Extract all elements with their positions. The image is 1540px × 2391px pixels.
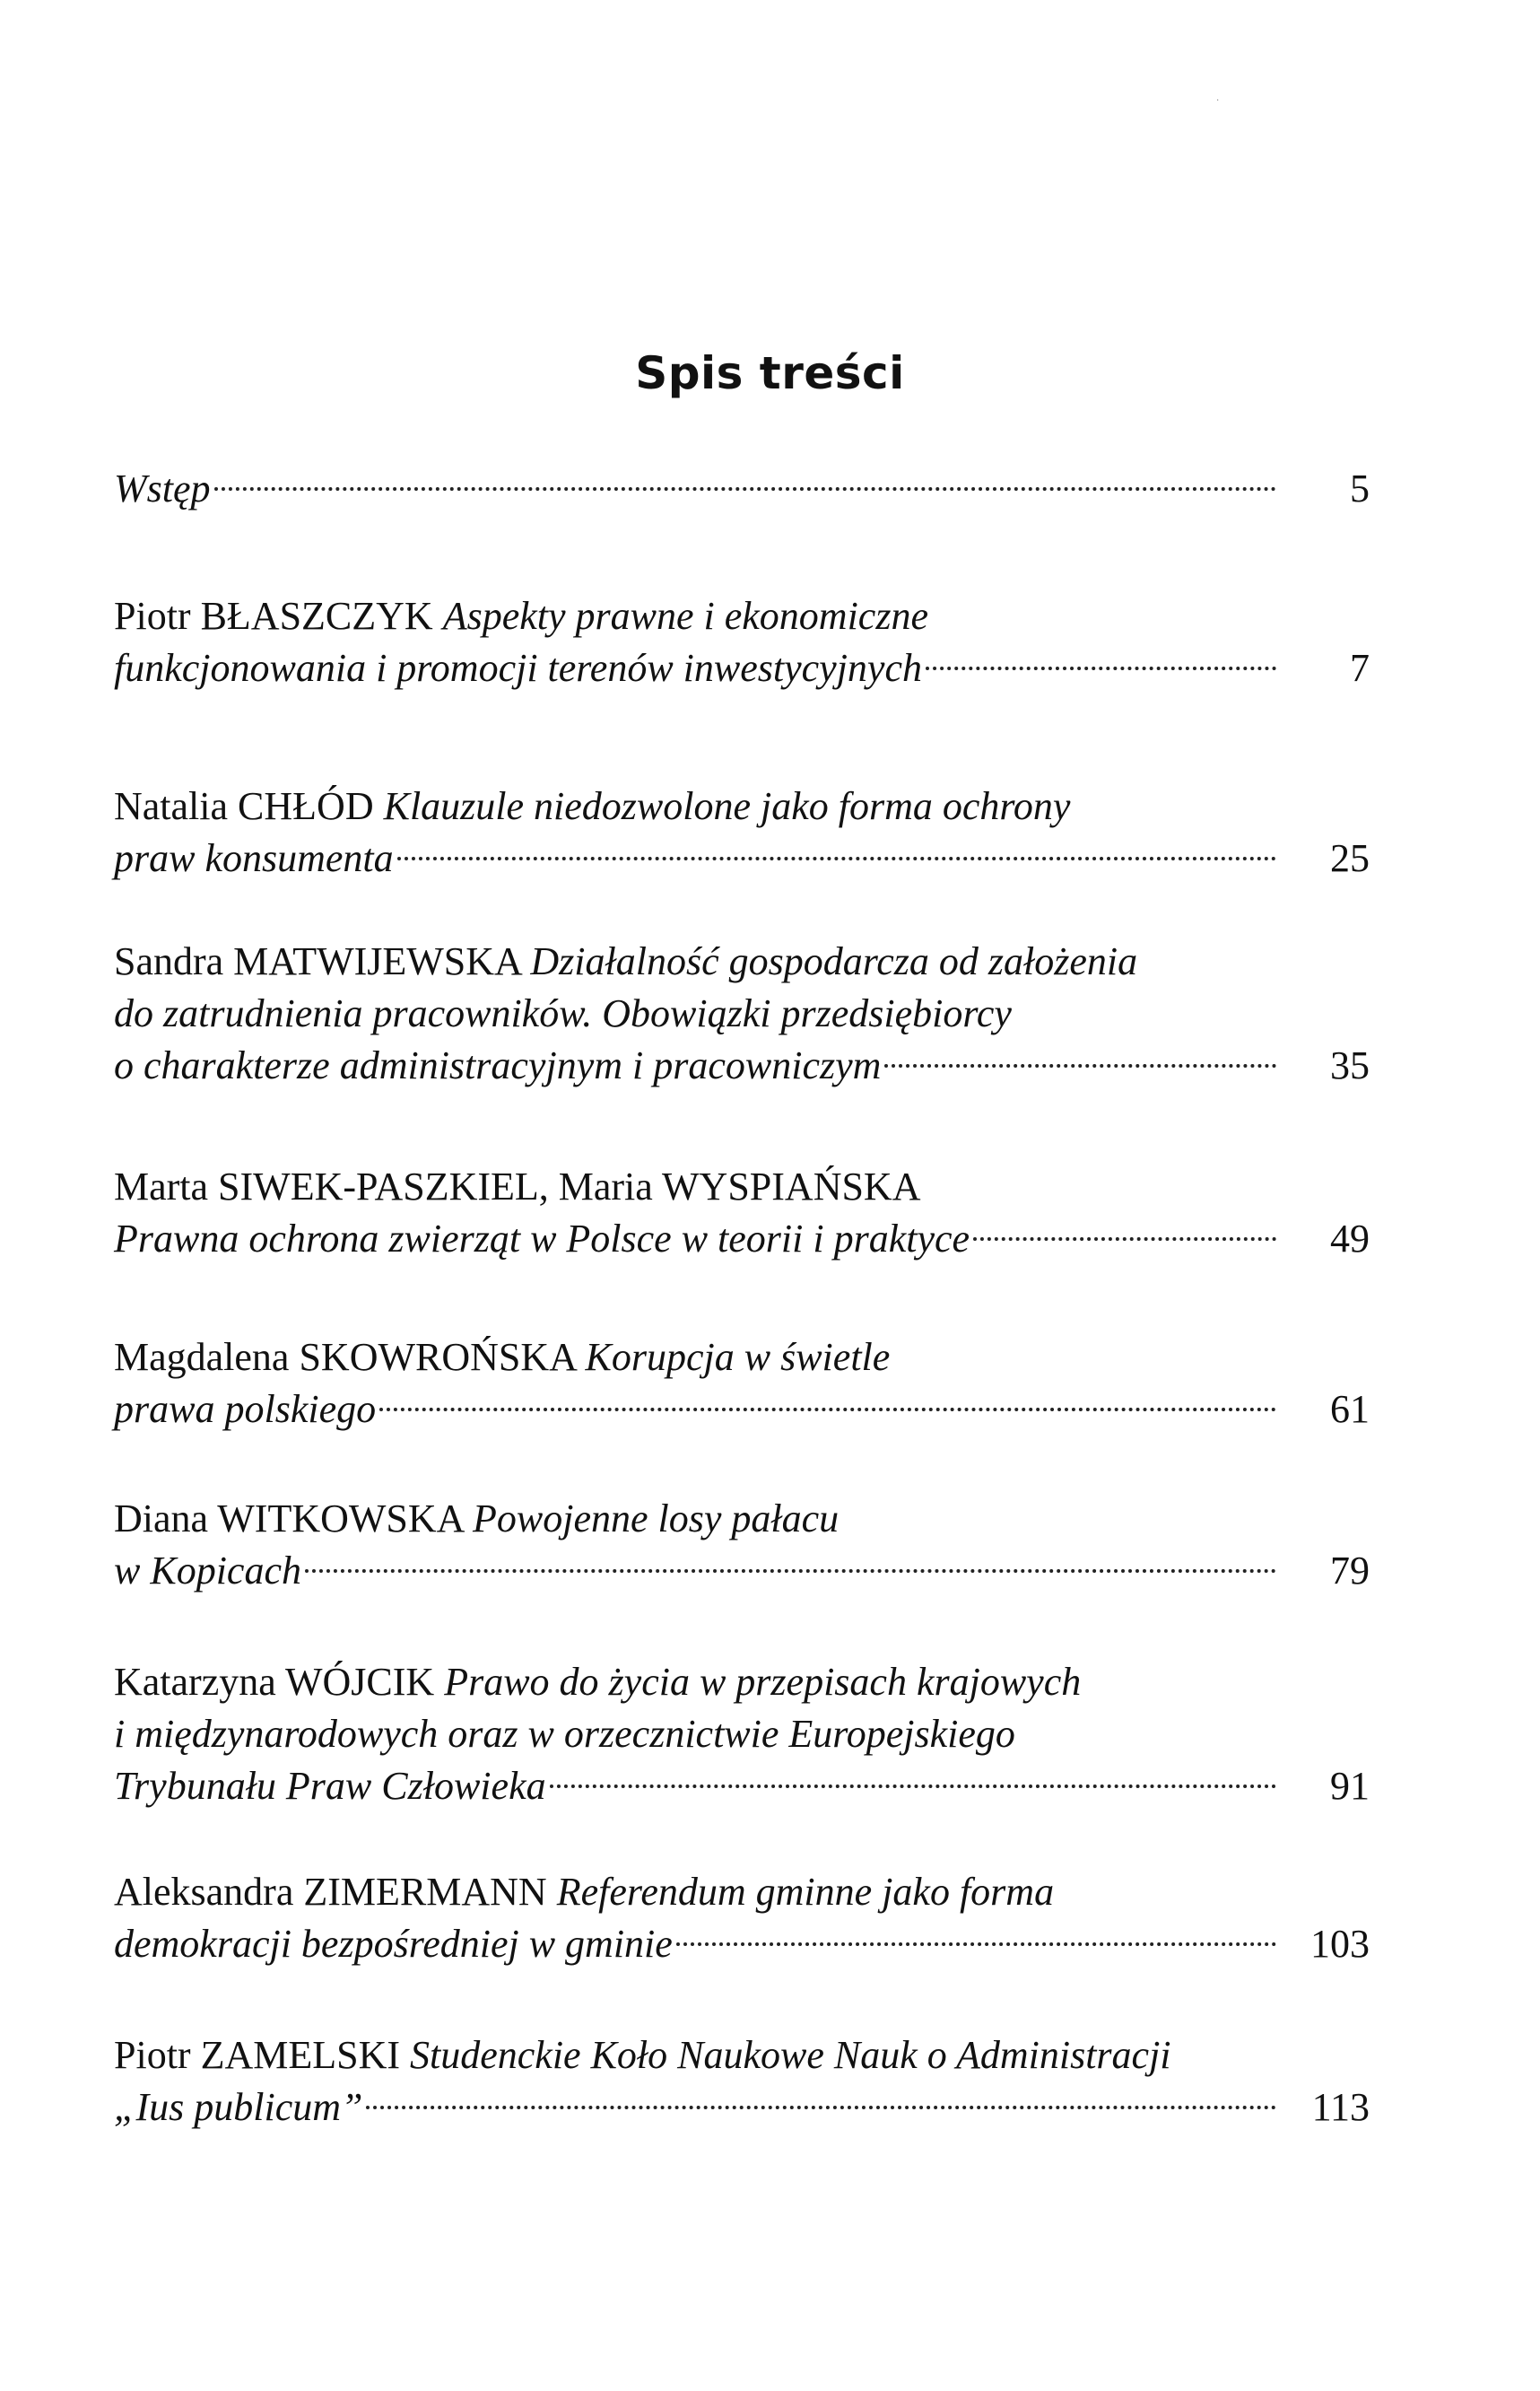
toc-entry-text	[114, 463, 211, 515]
toc-title: Klauzule niedozwolone jako forma ochrony	[383, 784, 1071, 828]
toc-page-number: 5	[1350, 467, 1370, 510]
toc-entry-text	[114, 991, 1012, 1035]
toc-author: Katarzyna WÓJCIK	[114, 1660, 435, 1704]
toc-entry	[114, 936, 1370, 1092]
toc-entry-line	[114, 1493, 1370, 1545]
toc-entry-last-line	[114, 463, 1370, 515]
dot-leader	[973, 1237, 1276, 1241]
toc-author: Magdalena SKOWROŃSKA	[114, 1335, 576, 1379]
toc-title: o charakterze administracyjnym i pracowniczym	[114, 1043, 882, 1087]
toc-entry-line	[114, 1866, 1370, 1918]
toc-entry-last-line	[114, 833, 1370, 885]
toc-entry-text	[114, 1545, 301, 1597]
toc-author: Diana WITKOWSKA	[114, 1497, 463, 1540]
toc-title: Prawo do życia w przepisach krajowych	[444, 1660, 1082, 1704]
toc-entry-last-line	[114, 1918, 1370, 1970]
toc-entry-last-line	[114, 2081, 1370, 2134]
toc-page-number: 7	[1350, 646, 1370, 690]
toc-title: Aspekty prawne i ekonomiczne	[442, 594, 928, 638]
toc-entry-line	[114, 781, 1370, 833]
toc-entry	[114, 463, 1370, 515]
dot-leader	[926, 667, 1276, 670]
toc-entry-text	[114, 1918, 673, 1970]
toc-title: Powojenne losy pałacu	[473, 1497, 840, 1540]
toc-entry-line	[114, 1331, 1370, 1383]
toc-title: demokracji bezpośredniej w gminie	[114, 1922, 673, 1966]
toc-entry-text	[114, 1335, 890, 1379]
toc-entry-last-line	[114, 1545, 1370, 1597]
toc-title: Trybunału Praw Człowieka	[114, 1764, 546, 1808]
toc-title: Działalność gospodarcza od założenia	[530, 939, 1138, 983]
toc-entry-last-line	[114, 642, 1370, 694]
toc-entry-line	[114, 1161, 1370, 1213]
toc-entry-last-line	[114, 1040, 1370, 1092]
dot-leader	[305, 1569, 1276, 1573]
toc-title: w Kopicach	[114, 1549, 301, 1593]
dot-leader	[366, 2106, 1276, 2109]
scan-speck: ·	[1216, 96, 1220, 106]
toc-page-number: 79	[1330, 1549, 1370, 1593]
toc-title: Wstęp	[114, 467, 211, 510]
dot-leader	[397, 857, 1276, 860]
toc-title: funkcjonowania i promocji terenów inwestycyjnych	[114, 646, 922, 690]
toc-entry-last-line	[114, 1213, 1370, 1265]
toc-entry-text	[114, 1383, 376, 1435]
toc-title: Referendum gminne jako forma	[556, 1870, 1055, 1914]
toc-entry-text	[114, 1660, 1081, 1704]
toc-page-number: 91	[1330, 1764, 1370, 1808]
toc-entry-text	[114, 2081, 362, 2134]
toc-title: prawa polskiego	[114, 1387, 377, 1431]
toc-entry	[114, 2029, 1370, 2134]
toc-page-number: 35	[1330, 1043, 1370, 1087]
toc-entry-last-line	[114, 1383, 1370, 1435]
toc-entry	[114, 1866, 1370, 1970]
toc-entry-line	[114, 1656, 1370, 1708]
toc-title: „Ius publicum”	[114, 2085, 363, 2129]
toc-page-number: 103	[1310, 1922, 1370, 1966]
toc-entry-line	[114, 1708, 1370, 1760]
toc-entry-text	[114, 594, 928, 638]
dot-leader	[676, 1942, 1276, 1946]
toc-entry-line	[114, 936, 1370, 988]
toc-entry-text	[114, 1497, 839, 1540]
toc-entry-text	[114, 2033, 1171, 2077]
dot-leader	[550, 1785, 1276, 1788]
toc-author: Marta SIWEK-PASZKIEL, Maria WYSPIAŃSKA	[114, 1165, 921, 1209]
toc-page-number: 61	[1330, 1387, 1370, 1431]
toc-entry-text	[114, 1712, 1015, 1756]
toc-title: Korupcja w świetle	[585, 1335, 891, 1379]
toc-page-number: 25	[1330, 836, 1370, 880]
toc-entry	[114, 1331, 1370, 1435]
toc-page-number: 49	[1330, 1217, 1370, 1261]
toc-entry	[114, 1493, 1370, 1597]
page-title: Spis treści	[635, 346, 905, 399]
toc-title: i międzynarodowych oraz w orzecznictwie Europejskiego	[114, 1712, 1015, 1756]
toc-entry-text	[114, 833, 394, 885]
toc-entry-line	[114, 590, 1370, 642]
toc-entry-text	[114, 1213, 970, 1265]
dot-leader	[214, 487, 1276, 491]
toc-entry-last-line	[114, 1760, 1370, 1812]
toc-entry-text	[114, 1870, 1054, 1914]
toc-entry-line	[114, 2029, 1370, 2081]
toc-title: do zatrudnienia pracowników. Obowiązki przedsiębiorcy	[114, 991, 1012, 1035]
toc-entry-text	[114, 1165, 921, 1209]
toc-entry-text	[114, 1040, 881, 1092]
toc-entry-text	[114, 939, 1137, 983]
toc-author: Sandra MATWIJEWSKA	[114, 939, 521, 983]
toc-entry	[114, 1161, 1370, 1265]
toc-title: praw konsumenta	[114, 836, 394, 880]
toc-title: Studenckie Koło Naukowe Nauk o Administracji	[410, 2033, 1171, 2077]
toc-title: Prawna ochrona zwierząt w Polsce w teorii i praktyce	[114, 1217, 970, 1261]
toc-entry-text	[114, 642, 922, 694]
toc-entry	[114, 590, 1370, 694]
toc-entry-text	[114, 1760, 546, 1812]
toc-entry	[114, 1656, 1370, 1812]
toc-entry	[114, 781, 1370, 885]
toc-author: Piotr ZAMELSKI	[114, 2033, 400, 2077]
toc-author: Aleksandra ZIMERMANN	[114, 1870, 547, 1914]
toc-author: Piotr BŁASZCZYK	[114, 594, 433, 638]
toc-entry-line	[114, 988, 1370, 1040]
dot-leader	[379, 1408, 1276, 1411]
dot-leader	[884, 1064, 1276, 1068]
toc-page-number: 113	[1311, 2085, 1370, 2129]
toc-entry-text	[114, 784, 1070, 828]
toc-author: Natalia CHŁÓD	[114, 784, 374, 828]
